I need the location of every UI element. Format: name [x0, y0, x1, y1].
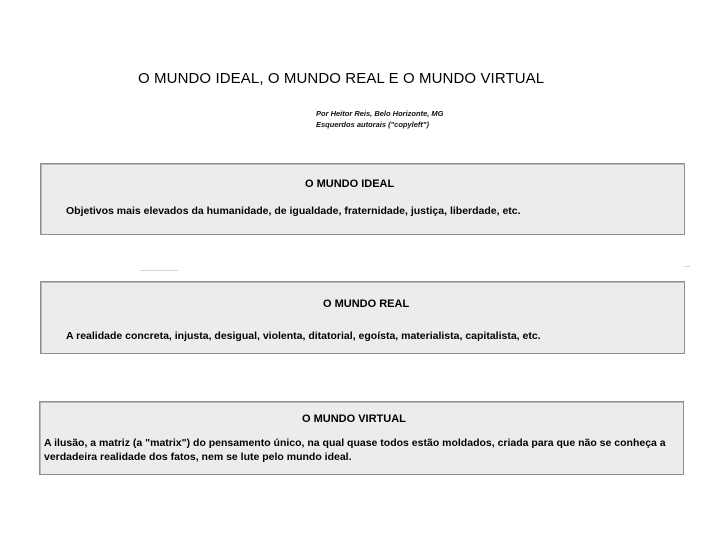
scan-artifact-line — [140, 270, 178, 271]
section-box-ideal-world — [40, 163, 685, 235]
section-text-real-world: A realidade concreta, injusta, desigual, violenta, ditatorial, egoísta, materialista, capitalista, etc. — [66, 330, 541, 342]
section-title-real-world: O MUNDO REAL — [323, 298, 410, 310]
page-title: O MUNDO IDEAL, O MUNDO REAL E O MUNDO VIRTUAL — [138, 70, 545, 87]
section-title-virtual-world: O MUNDO VIRTUAL — [302, 413, 406, 425]
byline-author: Por Heitor Reis, Belo Horizonte, MG — [316, 109, 444, 118]
section-box-virtual-world — [39, 401, 684, 475]
section-text-virtual-world: A ilusão, a matriz (a "matrix") do pensamento único, na qual quase todos estão moldados, criada para que não se conheça a verdadeira realidade dos fatos, nem se lute pelo mundo ideal. — [44, 437, 666, 463]
section-box-real-world — [40, 281, 685, 354]
scan-artifact-line — [684, 266, 690, 267]
section-title-ideal-world: O MUNDO IDEAL — [305, 178, 395, 190]
author-byline — [316, 108, 444, 130]
section-text-ideal-world: Objetivos mais elevados da humanidade, de igualdade, fraternidade, justiça, liberdade, etc. — [66, 205, 521, 217]
byline-copyleft: Esquerdos autorais ("copyleft") — [316, 120, 429, 129]
